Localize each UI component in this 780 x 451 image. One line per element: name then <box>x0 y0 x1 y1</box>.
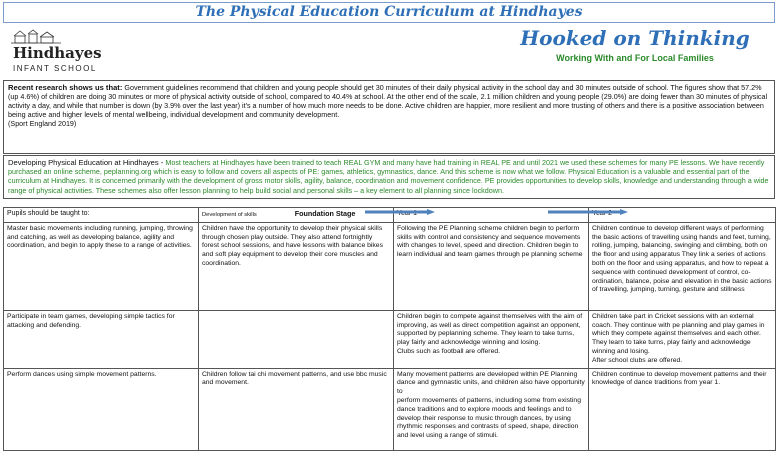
progression-arrow-1 <box>365 209 435 215</box>
row3-year1: Many movement patterns are developed within PE Planning dance and gymnastic units, and children also have opportunity to perform movements of patterns, including some from existing dance traditions and to explore moods and feelings and to develop their response to music through dances, by using rhythmic responses and contrasts of speed, shape, direction and level using a range of stimuli. <box>394 368 589 450</box>
row2-foundation <box>199 310 394 368</box>
row1-year2: Children continue to develop different ways of performing the basic actions of travelling using hands and feet, turning, rolling, jumping, balancing, swinging and climbing, both on the floor and using apparatus They link a series of actions both on the floor and using apparatus, and how to repeat a sequence with continued development of control, co-ordination, balance, poise and elevation in the basic actions of travelling, jumping, turning, gesture and stillness <box>589 222 776 310</box>
slogan <box>505 26 765 63</box>
header-dev-skills: Development of skills <box>202 212 257 218</box>
school-logo <box>11 28 131 76</box>
row3-pupils: Perform dances using simple movement patterns. <box>4 368 199 450</box>
school-buildings-icon <box>11 28 131 44</box>
research-section <box>3 80 775 154</box>
row1-foundation: Children have the opportunity to develop their physical skills through chosen play outside. They also attend fortnightly forest school sessions, and have lessons with balance bikes and soft play equipment to develop their core muscles and coordination. <box>199 222 394 310</box>
school-subtitle: INFANT SCHOOL <box>13 64 97 73</box>
development-body: Most teachers at Hindhayes have been trained to teach REAL GYM and many have had training in REAL PE and until 2021 we used these schemes for many PE lessons. We have recently purchased an online scheme, peplanning.org which is easy to follow and covers all aspects of PE: games, athletics, gymnastics, dance. And this scheme is now what we follow. Physical Education is a valuable and essential part of the curriculum at Hindhayes. It is concerned primarily with the development of gross motor skills, agility, balance, coordination and movement confidence. PE provides opportunities to develop skills, knowledge and understanding through a wide range of physical activities. These schemes also offer lesson planning to help build social and personal skills – a key element to all planning since lockdown. <box>8 158 769 195</box>
header <box>3 24 775 80</box>
table-row <box>4 368 776 450</box>
development-heading: Developing Physical Education at Hindhayes - <box>8 158 164 167</box>
row2-year1: Children begin to compete against themselves with the aim of improving, as well as direct competition against an opponent, supported by peplanning scheme. They learn to take turns, play fairly and acknowledge winning and losing. Clubs such as football are offered. <box>394 310 589 368</box>
research-body: Government guidelines recommend that children and young people should get 30 minutes of their daily physical activity in the school day and 30 minutes outside of school. The figures show that 57.2% (up 4.6%) of children are doing 30 minutes or more of physical activity outside of school, compared to 40.4% at school. At the other end of the scale, 2.1 million children and young people (29.0%) are doing fewer than 30 minutes of physical activity a day, and while that number is down (by 3.9% over the last year) it's a number of how much more needs to be done. Active children are happier, more resilient and more trusting of others and there is a positive association between being active and higher levels of mental wellbeing, individual development and community development. <box>8 83 768 119</box>
row3-year2: Children continue to develop movement patterns and their knowledge of dance traditions from year 1. <box>589 368 776 450</box>
school-name: Hindhayes <box>13 44 102 62</box>
row2-year2: Children take part in Cricket sessions with an external coach. They continue with pe planning and play games in which they compete against themselves and each other. They learn to take turns, play fairly and acknowledge winning and losing. After school clubs are offered. <box>589 310 776 368</box>
development-section <box>3 155 775 199</box>
curriculum-page <box>3 2 775 440</box>
slogan-subtitle: Working With and For Local Families <box>556 53 714 63</box>
row2-pupils: Participate in team games, developing simple tactics for attacking and defending. <box>4 310 199 368</box>
research-source: (Sport England 2019) <box>8 119 77 128</box>
row1-year1: Following the PE Planning scheme children begin to perform skills with control and consistency and sequence movements with changes to level, speed and direction. Children begin to learn individual and team games through pe planning scheme <box>394 222 589 310</box>
slogan-title: Hooked on Thinking <box>520 26 750 50</box>
row3-foundation: Children follow tai chi movement patterns, and use bbc music and movement. <box>199 368 394 450</box>
header-foundation-stage: Foundation Stage <box>294 209 356 218</box>
header-pupils: Pupils should be taught to: <box>4 208 199 223</box>
row1-pupils: Master basic movements including running, jumping, throwing and catching, as well as developing balance, agility and coordination, and begin to apply these to a range of activities. <box>4 222 199 310</box>
table-row <box>4 222 776 310</box>
curriculum-table <box>3 207 776 451</box>
page-title: The Physical Education Curriculum at Hindhayes <box>3 2 775 23</box>
research-heading: Recent research shows us that: <box>8 83 123 92</box>
table-row <box>4 310 776 368</box>
progression-arrow-2 <box>548 209 628 215</box>
